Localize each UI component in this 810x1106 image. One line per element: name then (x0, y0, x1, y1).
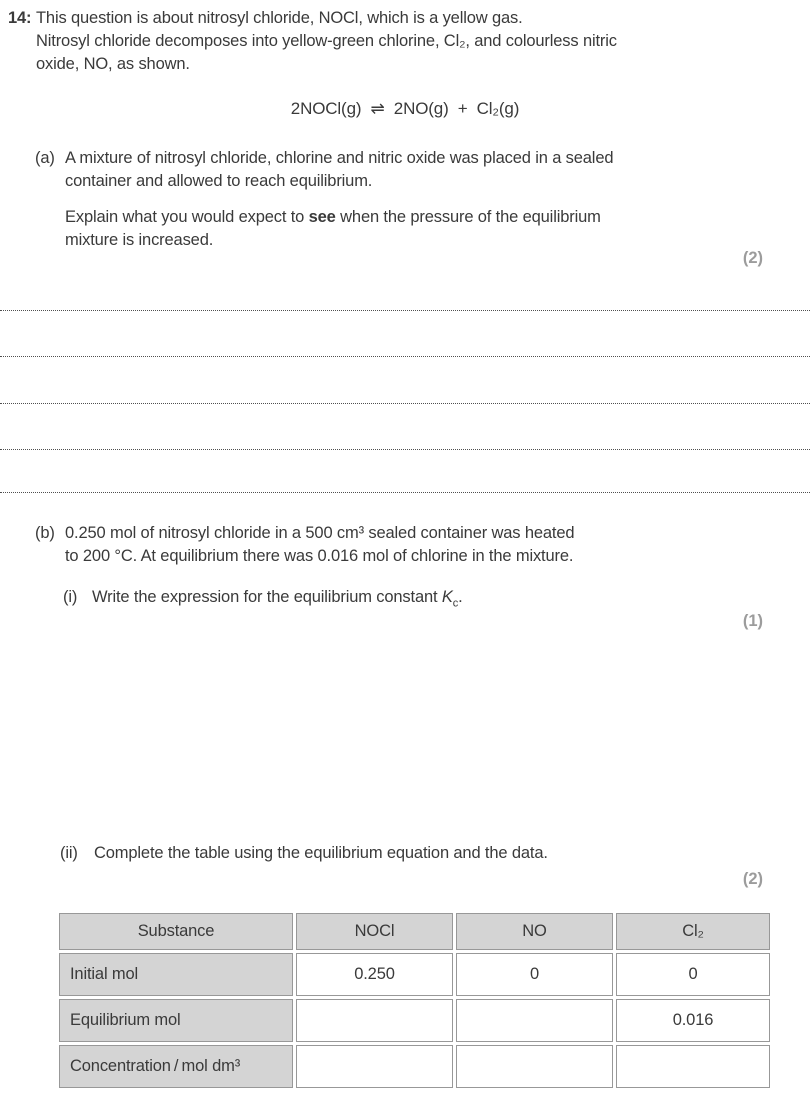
answer-line (0, 449, 810, 450)
marks-part-a: (2) (742, 249, 763, 267)
part-a-explain (65, 206, 765, 252)
part-b-i-suffix: . (458, 588, 463, 606)
cell-concentration-cl2 (616, 1045, 770, 1088)
marks-part-b-i: (1) (742, 612, 763, 630)
part-b-i-label: (i) (63, 588, 78, 606)
cell-equilibrium-cl2: 0.016 (616, 999, 770, 1042)
cell-equilibrium-nocl (296, 999, 453, 1042)
part-b-ii-label: (ii) (60, 844, 78, 862)
part-b-label: (b) (35, 524, 55, 542)
table-header-substance: Substance (59, 913, 293, 950)
row-label-concentration: Concentration / mol dm³ (59, 1045, 293, 1088)
answer-line (0, 310, 810, 311)
answer-line (0, 403, 810, 404)
part-a-text-line: A mixture of nitrosyl chloride, chlorine and nitric oxide was placed in a sealed (65, 149, 614, 167)
cell-equilibrium-no (456, 999, 613, 1042)
marks-part-b-ii: (2) (742, 870, 763, 888)
part-b-ii (60, 842, 760, 865)
part-a-label: (a) (35, 149, 55, 167)
intro-line: This question is about nitrosyl chloride, NOCl, which is a yellow gas. (36, 9, 523, 27)
cell-initial-nocl: 0.250 (296, 953, 453, 996)
part-b-text-line: to 200 °C. At equilibrium there was 0.016 mol of chlorine in the mixture. (65, 547, 574, 565)
table-header-no: NO (456, 913, 613, 950)
part-b-text-line: 0.250 mol of nitrosyl chloride in a 500 cm³ sealed container was heated (65, 524, 575, 542)
explain-bold-see: see (308, 208, 336, 226)
part-b-ii-text: Complete the table using the equilibrium equation and the data. (94, 844, 548, 862)
part-b-i (63, 586, 763, 615)
part-a-text-line: container and allowed to reach equilibrium. (65, 172, 373, 190)
table-header-row (59, 913, 770, 950)
chemical-equation: 2NOCl(g) ⇌ 2NO(g) + Cl₂(g) (290, 99, 520, 118)
row-label-initial-mol: Initial mol (59, 953, 293, 996)
kc-symbol: K (441, 588, 453, 606)
table-row (59, 953, 770, 996)
question-intro (8, 7, 768, 76)
cell-concentration-no (456, 1045, 613, 1088)
table-row (59, 1045, 770, 1088)
table-header-cl2: Cl₂ (616, 913, 770, 950)
explain-text-line: mixture is increased. (65, 231, 214, 249)
table-row (59, 999, 770, 1042)
table-header-nocl: NOCl (296, 913, 453, 950)
cell-concentration-nocl (296, 1045, 453, 1088)
part-b (35, 522, 775, 568)
equilibrium-table (56, 910, 773, 1091)
question-number: 14: (8, 9, 32, 27)
explain-text: when the pressure of the equilibrium (335, 208, 601, 226)
part-b-i-text: Write the expression for the equilibrium constant (92, 588, 442, 606)
intro-line: Nitrosyl chloride decomposes into yellow-green chlorine, Cl₂, and colourless nitric (36, 32, 617, 50)
kc-subscript: c (452, 597, 459, 610)
answer-line (0, 356, 810, 357)
part-a (35, 147, 775, 193)
intro-line: oxide, NO, as shown. (36, 55, 190, 73)
answer-line (0, 492, 810, 493)
explain-text: Explain what you would expect to (65, 208, 309, 226)
cell-initial-cl2: 0 (616, 953, 770, 996)
cell-initial-no: 0 (456, 953, 613, 996)
row-label-equilibrium-mol: Equilibrium mol (59, 999, 293, 1042)
